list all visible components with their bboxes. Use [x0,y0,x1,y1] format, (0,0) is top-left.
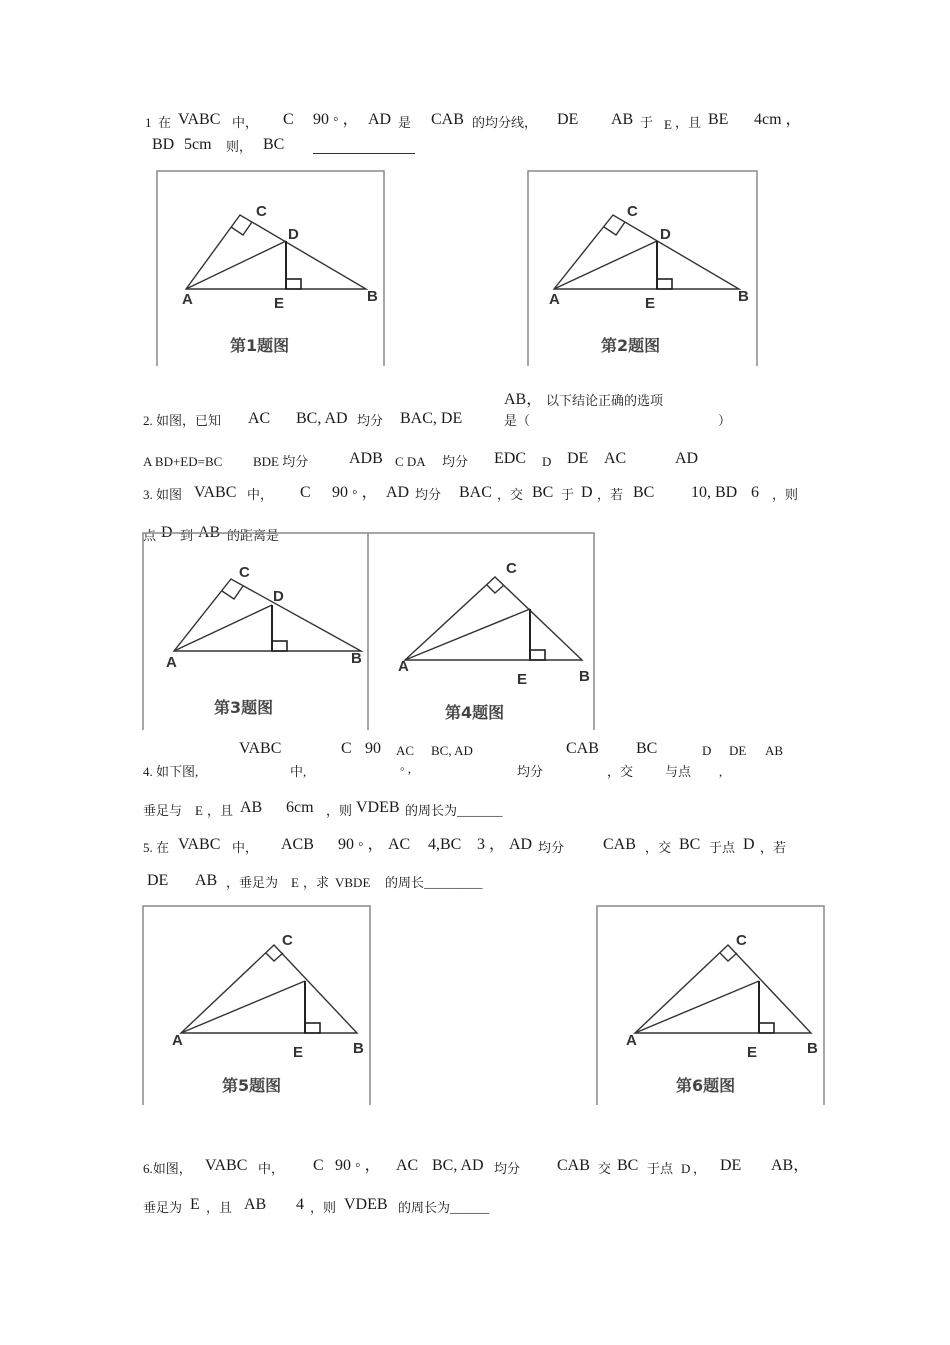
right-angle-mark-e [305,1023,320,1033]
q1-bd: BD [152,136,175,153]
q5-three: 3 ， [477,836,506,853]
label-e: E [747,1044,758,1061]
q3-d2: D [161,524,173,541]
figure-3-4-svg [142,532,598,730]
q1-de: DE [557,111,579,128]
right-angle-mark-c [720,953,737,961]
q3-text: 点 [143,528,157,543]
figure-2 [527,170,759,366]
segment-ad [174,605,272,651]
q1-answer-blank [313,153,415,154]
triangle-abc [174,579,361,651]
q6-bc-ad: BC, AD [432,1157,484,1174]
q4-ac: AC [396,743,415,758]
q5-ad: AD [509,836,533,853]
figure-3-4 [142,532,598,730]
q5-text: 中， [232,840,259,855]
figure-1 [156,170,386,366]
q1-vabc: VABC [178,111,221,128]
label-e: E [293,1044,304,1061]
figure-5-svg [142,905,372,1105]
q3-bc: BC [532,484,554,501]
q3-text: 中， [247,487,274,502]
label-e: E [645,295,656,312]
figure-caption: 第1题图 [230,336,290,355]
right-angle-mark-c [266,953,283,961]
figure-caption: 第4题图 [445,703,505,722]
q1-text: 在 [158,115,172,130]
q1-cab: CAB [431,111,464,128]
label-b: B [807,1040,818,1057]
q6-bc: BC [617,1157,639,1174]
q3-d: D [581,484,593,501]
q5-ac: AC [388,836,411,853]
figure-6 [596,905,826,1105]
label-d: D [288,226,299,243]
label-a: A [549,291,560,308]
q4-de: DE [729,743,747,758]
q4-ab: AB [765,743,784,758]
triangle-abc [181,945,357,1033]
q2-adb: ADB [349,450,383,467]
q5-bc: BC [679,836,701,853]
segment-ad [405,609,530,660]
q3-vabc: VABC [194,484,237,501]
q5-ab: AB [195,872,218,889]
right-angle-mark-e [759,1023,774,1033]
figure-caption: 第5题图 [222,1076,282,1095]
label-b: B [738,288,749,305]
q5-text: ，交 [645,840,672,855]
q4-ninety: 90 [365,740,381,757]
q4-d: D [702,743,712,758]
q4-text: 与点 [665,764,692,779]
q6-c: C [313,1157,324,1174]
q5-acb: ACB [281,836,314,853]
q6-text: 垂足为 [143,1200,183,1215]
q2-text: 均分 [357,413,384,428]
q2-cda: C DA [395,454,426,469]
q4-text: 的周长为_______ [405,803,503,818]
triangle-abc [554,215,739,289]
q3-bac: BAC [459,484,492,501]
q4-text: 均分 [517,764,544,779]
q2-bac-de: BAC, DE [400,410,463,427]
figure-5 [142,905,372,1105]
q4-ab2: AB [240,799,263,816]
figure-caption: 第3题图 [214,698,274,717]
q1-bc: BC [263,136,285,153]
q6-d: D [681,1161,691,1176]
q4-bc-ad: BC, AD [431,743,473,758]
figure-6-svg [596,905,826,1105]
label-b: B [579,668,590,685]
q1-text: ，且 [675,115,702,130]
q2-option-a: A BD+ED=BC [143,454,223,469]
q3-text: 到 [180,528,194,543]
right-angle-mark-c [604,222,625,235]
q1-number: 1 [145,115,152,130]
q4-cab: CAB [566,740,599,757]
q4-text: ◦ , [400,761,412,776]
q2-ab: AB， [504,391,543,408]
q3-text: 于 [561,487,575,502]
q4-text: ，且 [207,803,234,818]
figure-caption: 第2题图 [601,336,661,355]
q6-text: ，则 [310,1200,337,1215]
q3-text: ，若 [597,487,624,502]
q5-d: D [743,836,755,853]
q3-value: 10, BD [691,484,738,501]
triangle-abc [186,215,366,289]
q2-text: ） [718,413,732,428]
q6-vdeb: VDEB [344,1196,388,1213]
q5-angle: 90 ◦ ， [338,836,384,853]
q4-text: 4. 如下图, [143,764,199,779]
q2-edc: EDC [494,450,526,467]
q3-text: ，交 [497,487,524,502]
q3-text: 均分 [415,487,442,502]
q4-text: ，交 [607,764,634,779]
label-a: A [166,654,177,671]
q6-text: 中， [258,1161,285,1176]
right-angle-mark-c [222,586,243,599]
q4-value: 6cm [286,799,314,816]
q2-text: 均分 [442,454,469,469]
q3-text: 3. 如图 [143,487,183,502]
q2-option-b: BDE 均分 [253,454,309,469]
q2-ac2: AC [604,450,627,467]
q2-d: D [542,454,552,469]
label-a: A [172,1032,183,1049]
segment-ad [181,981,305,1033]
q6-cab: CAB [557,1157,590,1174]
right-angle-mark-e [272,641,287,651]
q6-ab: AB， [771,1157,810,1174]
q6-text: 的周长为______ [398,1200,490,1215]
q1-angle: 90 ◦ ， [313,111,359,128]
q2-ad2: AD [675,450,699,467]
q3-angle: 90 ◦ ， [332,484,378,501]
q5-vbde: VBDE [335,875,371,890]
q6-ab2: AB [244,1196,267,1213]
right-angle-mark-e [530,650,545,660]
q6-text: 交 [598,1161,612,1176]
q1-ab: AB [611,111,634,128]
label-c: C [506,560,517,577]
q5-cab: CAB [603,836,636,853]
q1-bd-value: 5cm [184,136,212,153]
segment-ad [186,241,286,289]
q3-ad: AD [386,484,410,501]
q6-angle: 90 ◦ ， [335,1157,381,1174]
q1-ad: AD [368,111,392,128]
q6-text: 6.如图， [143,1161,192,1176]
label-d: D [273,588,284,605]
q3-c: C [300,484,311,501]
q5-de: DE [147,872,169,889]
q4-vdeb: VDEB [356,799,400,816]
q1-text: 的均分线， [472,115,538,130]
q3-text: ，则 [772,487,799,502]
label-e: E [517,671,528,688]
q5-text: 于点 [709,840,736,855]
q2-ac: AC [248,410,271,427]
q1-text: 则， [226,139,253,154]
label-c: C [256,203,267,220]
q1-be: BE [708,111,729,128]
q1-text: 是 [398,115,412,130]
q6-vabc: VABC [205,1157,248,1174]
q5-value: 4,BC [428,836,462,853]
q5-text: ，求 [303,875,330,890]
q1-c: C [283,111,294,128]
q2-text: 是（ [504,413,531,428]
figure-2-svg [527,170,759,366]
q5-text: 5. 在 [143,840,170,855]
label-c: C [736,932,747,949]
q1-text: 中， [232,115,259,130]
right-angle-mark-e [286,279,301,289]
q6-text: ， [693,1161,707,1176]
label-d: D [660,226,671,243]
q4-text: , [719,764,723,779]
q4-e: E [195,803,203,818]
q6-text: 均分 [494,1161,521,1176]
q6-de: DE [720,1157,742,1174]
q2-text: 以下结论正确的选项 [546,393,664,408]
q3-text: 的距离是 [227,528,280,543]
figure-caption: 第6题图 [676,1076,736,1095]
q3-six: 6 [751,484,759,501]
figure-1-svg [156,170,386,366]
q4-bc: BC [636,740,658,757]
triangle-abc [635,945,811,1033]
q3-ab: AB [198,524,221,541]
label-b: B [351,650,362,667]
segment-ad [635,981,759,1033]
q2-bc-ad: BC, AD [296,410,348,427]
right-angle-mark-c [487,585,504,593]
label-b: B [353,1040,364,1057]
q6-ac: AC [396,1157,419,1174]
q5-e: E [291,875,299,890]
label-c: C [627,203,638,220]
q1-text: 于 [640,115,654,130]
q5-vabc: VABC [178,836,221,853]
q4-text: ，则 [326,803,353,818]
q2-de: DE [567,450,589,467]
q1-e: E [664,117,672,132]
segment-ad [554,241,657,289]
label-a: A [182,291,193,308]
q2-text: 2. 如图，已知 [143,413,222,428]
q6-value: 4 [296,1196,304,1213]
q1-be-value: 4cm ， [754,111,802,128]
label-c: C [239,564,250,581]
label-e: E [274,295,285,312]
q4-text: 垂足与 [143,803,183,818]
q3-bc2: BC [633,484,655,501]
triangle-abc [405,577,582,660]
q5-text: ，垂足为 [226,875,279,890]
q4-vabc: VABC [239,740,282,757]
q6-text: ，且 [206,1200,233,1215]
q4-text: 中, [290,764,307,779]
q5-text: 的周长_________ [385,875,483,890]
label-a: A [398,658,409,675]
label-b: B [367,288,378,305]
q5-text: 均分 [538,840,565,855]
q4-c: C [341,740,352,757]
label-a: A [626,1032,637,1049]
q6-text: 于点 [647,1161,674,1176]
right-angle-mark-e [657,279,672,289]
label-c: C [282,932,293,949]
q5-text: ，若 [760,840,787,855]
q6-e: E [190,1196,200,1213]
